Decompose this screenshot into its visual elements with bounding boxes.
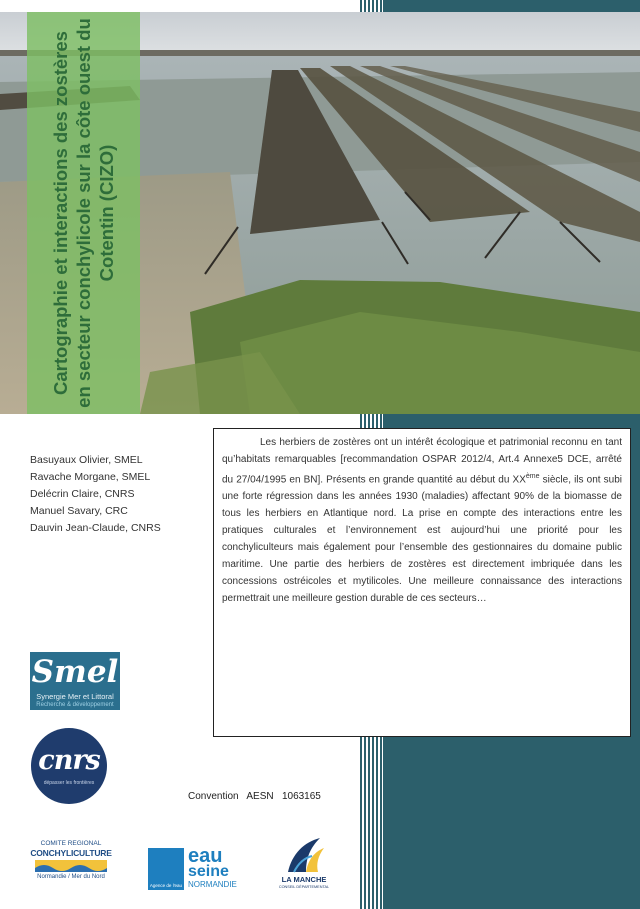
manche-wordmark: LA MANCHE: [281, 875, 327, 884]
aesn-logo: [148, 846, 241, 894]
crc-line1: COMITE REGIONAL: [40, 840, 102, 847]
smel-subtagline: Recherche & développement: [36, 702, 114, 708]
la-manche-logo: [274, 836, 334, 892]
abstract-text: Les herbiers de zostères ont un intérêt écologique et patrimonial reconnu en tant qu’habitats remarquables [recommandation OSPAR 2012/4, Art.4 Annexe5 DCE, arrêté du 27/04/1995 en BN]. Présents en grande quantité au début du XXème siècle, ils ont subi une forte régression dans les années 1930 (maladies) affectant 90% de la biomasse de tous les herbiers en Atlantique nord. La prise en compte des interactions entre les pratiques culturales et l’environnement est aujourd’hui une priorité pour les conchyliculteurs mais également pour l’ensemble des gestionnaires du domaine public maritime. Une partie des herbiers de zostères est directement imbriquée dans les concessions ostréicoles et mytilicoles. Une meilleure connaissance des interactions permettrait une meilleure gestion durable de ces secteurs…: [222, 437, 622, 605]
cnrs-tagline: dépasser les frontières: [43, 780, 95, 786]
author: Basuyaux Olivier, SMEL: [30, 454, 143, 466]
abstract-box: [213, 428, 631, 737]
manche-emblem-icon: [274, 836, 334, 874]
title-band: [27, 12, 140, 414]
document-title: Cartographie et interactions des zostères en secteur conchylicole sur la côte ouest du Cotentin (CIZO): [50, 18, 117, 408]
smel-logo: [30, 652, 120, 710]
author: Manuel Savary, CRC: [30, 505, 128, 517]
aesn-mark: Agence de l'eau: [148, 848, 184, 890]
wave-icon: [35, 860, 107, 872]
crc-logo: [29, 840, 113, 896]
convention-number: Convention AESN 1063165: [188, 791, 321, 802]
cnrs-logo: [31, 728, 107, 804]
smel-wordmark: Smel: [31, 654, 119, 690]
aesn-seine: seine: [188, 863, 229, 880]
crc-region: Normandie / Mer du Nord: [37, 874, 105, 880]
author-list: [30, 452, 205, 537]
author: Dauvin Jean-Claude, CNRS: [30, 522, 161, 534]
author: Ravache Morgane, SMEL: [30, 471, 151, 483]
top-stripes: [360, 0, 382, 12]
aesn-eau: eau: [188, 845, 223, 867]
author: Delécrin Claire, CNRS: [30, 488, 135, 500]
aesn-normandie: NORMANDIE: [188, 880, 237, 889]
smel-tagline: Synergie Mer et Littoral: [36, 692, 114, 701]
cnrs-wordmark: cnrs: [38, 745, 100, 776]
top-bar: [383, 0, 640, 12]
manche-subtitle: CONSEIL DÉPARTEMENTAL: [278, 885, 330, 889]
crc-wordmark: CONCHYLICULTURE: [30, 848, 112, 858]
